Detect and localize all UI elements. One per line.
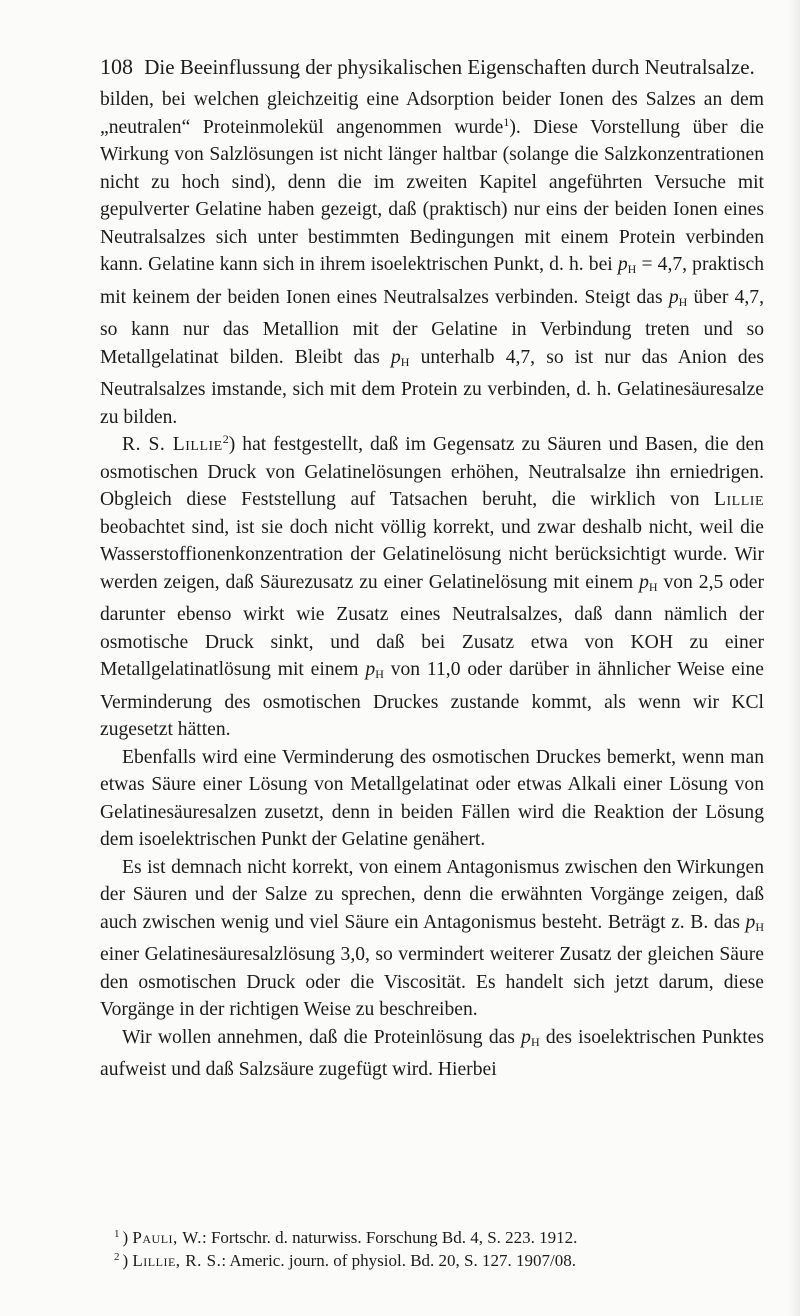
running-head bbox=[100, 52, 760, 82]
ph-symbol: $p_H$ bbox=[668, 286, 688, 309]
p2-text-2: beobachtet sind, ist sie doch nicht völlig korrekt, und zwar deshalb nicht, weil die Wasserstoffionenkonzentration der Gelatinelösung nicht berücksichtigt wurde. Wir werden zeigen, daß Säurezusatz zu einer Gelatinelösung mit einem bbox=[100, 516, 764, 593]
p1-text-1: bilden, bei welchen gleichzeitig eine Adsorption beider Ionen des Salzes an dem „neutralen“ Proteinmolekül angenommen wurde bbox=[100, 89, 764, 138]
footnote-mark: 1 bbox=[114, 1228, 120, 1240]
p1-text-2: ). Diese Vorstellung über die Wirkung von Salzlösungen ist nicht länger haltbar (solange die Salzkonzentrationen nicht zu hoch sind), denn die im zweiten Kapitel angeführten Versuche mit gepulverter Gelatine haben gezeigt, daß (praktisch) nur eins der beiden Ionen eines Neutralsalzes sich unter bestimmten Bedingungen mit einem Protein verbinden kann. Gelatine kann sich in ihrem isoelektrischen Punkt, d. h. bei bbox=[100, 116, 764, 275]
page-edge-shadow bbox=[788, 0, 800, 1316]
ph-symbol: $p_H$ bbox=[639, 571, 658, 594]
p1-text-5: unterhalb 4,7, so ist nur das Anion des Neutralsalzes imstande, sich mit dem Protein zu verbinden, d. h. Gelatinesäuresalze zu bilden. bbox=[100, 346, 764, 428]
p1-text-3: = 4,7, praktisch mit keinem der beiden Ionen eines Neutralsalzes verbinden. Steigt das bbox=[100, 254, 764, 308]
footnote-text: : Fortschr. d. naturwiss. Forschung Bd. 4, S. 223. 1912. bbox=[201, 1228, 578, 1247]
p4-text-2: einer Gelatinesäuresalzlösung 3,0, so vermindert weiterer Zusatz der gleichen Säure den osmotischen Druck oder die Viscosität. Es handelt sich jetzt darum, diese Vorgänge in der richtigen Weise zu beschreiben. bbox=[100, 944, 764, 1020]
body-text bbox=[100, 86, 764, 1084]
p5-text-2: des isoelektrischen Punktes aufweist und daß Salzsäure zugefügt wird. Hierbei bbox=[100, 1026, 764, 1080]
p5-text-1: Wir wollen annehmen, daß die Proteinlösung das bbox=[122, 1026, 522, 1048]
paragraph-5 bbox=[100, 1024, 764, 1084]
footnote-2: $^2$ ) Lillie, R. S.: Americ. journ. of physiol. Bd. 20, S. 127. 1907/08. bbox=[114, 1251, 576, 1270]
footnote-text: : Americ. journ. of physiol. Bd. 20, S. 127. 1907/08. bbox=[221, 1251, 576, 1270]
footnote-ref-2: 2 bbox=[222, 432, 229, 446]
page-number: 108 bbox=[100, 54, 133, 79]
footnote-mark: 2 bbox=[114, 1251, 120, 1263]
p1-text-4: über 4,7, so kann nur das Metallion mit der Gelatine in Verbindung treten und so Metallgelatinat bilden. Bleibt das bbox=[100, 286, 764, 368]
ph-symbol: $p_H$ bbox=[617, 254, 637, 276]
paragraph-2 bbox=[100, 431, 764, 744]
p2-text-1: ) hat festgestellt, daß im Gegensatz zu Säuren und Basen, die den osmotischen Druck von Gelatinelösungen erhöhen, Neutralsalze ihn erniedrigen. Obgleich diese Feststellung auf Tatsachen beruht, die wirklich von bbox=[100, 434, 764, 510]
running-title: Die Beeinflussung der physikalischen Eigenschaften durch Neutralsalze. bbox=[144, 55, 755, 79]
footnote-author: Lillie, R. S. bbox=[132, 1251, 222, 1270]
ph-symbol: $p_H$ bbox=[745, 911, 764, 934]
p2-text-4: von 11,0 oder darüber in ähnlicher Weise eine Verminderung des osmotischen Druckes zustande kommt, als wenn wir KCl zugesetzt hätten. bbox=[100, 659, 764, 740]
footnote-ref-1: 1 bbox=[503, 114, 510, 129]
author-name: Lillie bbox=[714, 489, 764, 510]
paragraph-4 bbox=[100, 854, 764, 1024]
p2-text-3: von 2,5 oder darunter ebenso wirkt wie Zusatz eines Neutralsalzes, daß dann nämlich der osmotische Druck sinkt, und daß bei Zusatz etwa von KOH zu einer Metallgelatinatlösung mit einem bbox=[100, 571, 764, 680]
footnotes bbox=[114, 1226, 764, 1272]
footnote-1: $^1$ ) Pauli, W.: Fortschr. d. naturwiss. Forschung Bd. 4, S. 223. 1912. bbox=[114, 1228, 578, 1247]
ph-symbol: $p_H$ bbox=[365, 659, 384, 681]
footnote-author: Pauli, W. bbox=[132, 1228, 202, 1247]
author-name: R. S. Lillie bbox=[122, 434, 223, 455]
ph-symbol: $p_H$ bbox=[390, 346, 410, 369]
p4-text-1: Es ist demnach nicht korrekt, von einem Antagonismus zwischen den Wirkungen der Säuren und der Salze zu sprechen, denn die erwähnten Vorgänge zeigen, daß auch zwischen wenig und viel Säure ein Antagonismus besteht. Beträgt z. B. das bbox=[100, 856, 764, 933]
ph-symbol: $p_H$ bbox=[521, 1026, 540, 1049]
paragraph-3: Ebenfalls wird eine Verminderung des osmotischen Druckes bemerkt, wenn man etwas Säure einer Lösung von Metallgelatinat oder etwas Alkali einer Lösung von Gelatinesäuresalzen zusetzt, denn in beiden Fällen wird die Reaktion der Lösung dem isoelektrischen Punkt der Gelatine genähert. bbox=[100, 746, 764, 850]
paragraph-1 bbox=[100, 86, 764, 431]
